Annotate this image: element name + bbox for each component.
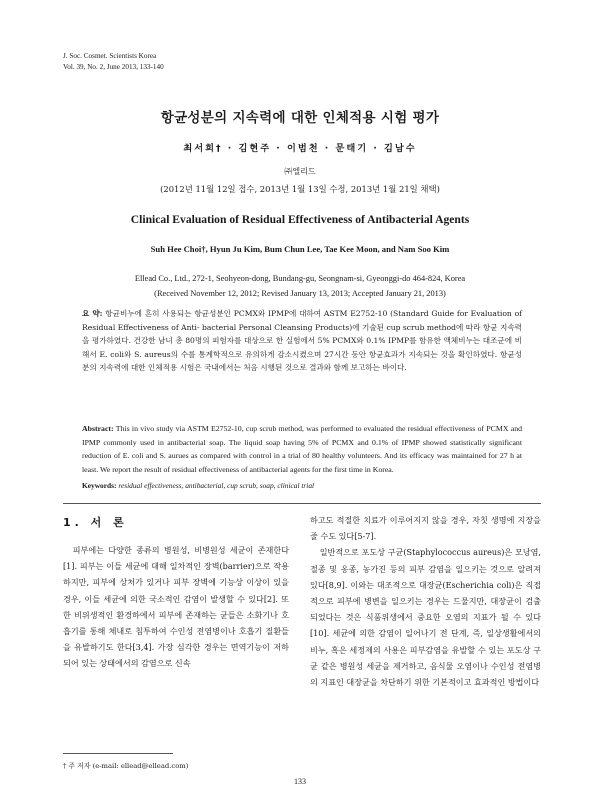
column-right — [310, 512, 541, 690]
abstract-korean — [82, 307, 522, 375]
journal-info — [63, 51, 164, 73]
intro-paragraph-3: 일반적으로 포도상 구균(Staphylococcus aureus)은 모낭염, 절종 및 옹종, 농가진 등의 피부 감염을 일으키는 것으로 알려져 있다[8,9]. 이와는 대조적으로 대장균(Escherichia coli)은 직접적으로 피부에 병변을 일으키는 경우는 드물지만, 대장균이 검출되었다는 것은 식품위생에서 중요한 오염의 지표가 될 수 있다[10]. 세균에 의한 감염이 일어나기 전 단계, 즉, 일상생활에서의 비누, 혹은 세정제의 사용은 피부감염을 유발할 수 있는 포도상 구균 같은 병원성 세균을 제거하고, 음식물 오염이나 수인성 전염병의 지표인 대장균을 차단하기 위한 기본적이고 효과적인 방법이다 — [310, 547, 541, 688]
journal-name: J. Soc. Cosmet. Scientists Korea — [63, 52, 157, 60]
abstract-korean-label: 요 약: — [82, 309, 103, 318]
abstract-english-label: Abstract: — [82, 424, 114, 433]
keywords — [82, 481, 522, 490]
affiliation-english-block — [0, 271, 600, 301]
title-english: Clinical Evaluation of Residual Effectiveness of Antibacterial Agents — [130, 213, 470, 226]
footnote: † 주 저자 (e-mail: ellead@ellead.com) — [63, 762, 189, 770]
abstract-english-text: This in vivo study via ASTM E2752-10, cup scrub method, was performed to evaluated the residual effectiveness of PCMX and IPMP commonly used in antibacterial soap. The liquid soap having 5% of PCMX and 0.1% of IPMP showed statistically significant reduction of E. coli and S. aurues as compared with control in a trial of 80 healthy volunteers. And its efficacy was maintained for 27 h at least. We report the result of residual effectiveness of antibacterial agents for the first time in Korea. — [82, 424, 522, 474]
page-number: 133 — [294, 777, 306, 786]
title-korean: 항균성분의 지속력에 대한 인체적용 시험 평가 — [160, 110, 440, 126]
affiliation-korean: ㈜엘리드 — [284, 167, 316, 176]
received-english: (Received November 12, 2012; Revised January 13, 2013; Accepted January 21, 2013) — [154, 289, 446, 298]
abstract-english — [82, 422, 522, 476]
authors-english: Suh Hee Choi†, Hyun Ju Kim, Bum Chun Lee, Tae Kee Moon, and Nam Soo Kim — [150, 244, 450, 254]
affiliation-english: Ellead Co., Ltd., 272-1, Seohyeon-dong, Bundang-gu, Seongnam-si, Gyeonggi-do 464-824, Korea — [134, 274, 466, 283]
journal-volume: Vol. 39, No. 2, June 2013, 133-140 — [63, 63, 164, 71]
keywords-text: residual effectiveness, antibacterial, cup scrub, soap, clinical trial — [118, 481, 315, 490]
intro-paragraph-1: 피부에는 다양한 종류의 병원성, 비병원성 세균이 존재한다[1]. 피부는 이들 세균에 대해 일차적인 장벽(barrier)으로 작용하지만, 피부에 상처가 있거나 피부 장벽에 기능상 이상이 있을 경우, 이들 세균에 의한 국소적인 감염이 발생할 수 있다[2]. 또한 비위생적인 환경하에서 피부에 존재하는 균들은 소화기나 호흡기를 통해 체내로 침투하여 수인성 전염병이나 호흡기 질환들을 유발하기도 한다[3,4]. 가장 심각한 경우는 면역기능이 저하되어 있는 상태에서의 감염으로 신속 — [63, 545, 289, 669]
section-heading-introduction: 1. 서 론 — [63, 516, 128, 529]
received-korean: (2012년 11월 12일 접수, 2013년 1월 13일 수정, 2013년 1월 21일 채택) — [160, 184, 440, 194]
footnote-divider — [63, 753, 173, 754]
abstract-korean-text: 항균비누에 흔히 사용되는 항균성분인 PCMX와 IPMP에 대하여 ASTM E2752-10 (Standard Guide for Evaluation of Residual Effectiveness of Anti- bacterial Personal Cleansing Products)에 기술된 cup scrub method에 따라 항균 지속력을 평가하였다. 건강한 남녀 총 80명의 피험자를 대상으로 한 실험에서 5% PCMX와 0.1% IPMP를 함유한 액체비누는 대조군에 비해서 E. coli와 S. aureus의 수를 통계학적으로 유의하게 감소시켰으며 27시간 동안 항균효과가 지속되는 것을 확인하였다. 항균성분의 지속력에 대한 인체적용 시험은 국내에서는 처음 시행된 것으로 결과와 함께 보고하는 바이다. — [82, 309, 522, 372]
intro-paragraph-2: 하고도 적절한 치료가 이루어지지 않을 경우, 자칫 생명에 지장을 줄 수도 있다[5-7]. — [310, 515, 541, 542]
section-divider — [63, 503, 541, 504]
keywords-label: Keywords: — [82, 481, 117, 490]
column-left — [63, 514, 289, 672]
authors-korean: 최서희† · 김현주 · 이범천 · 문태기 · 김남수 — [183, 143, 417, 154]
